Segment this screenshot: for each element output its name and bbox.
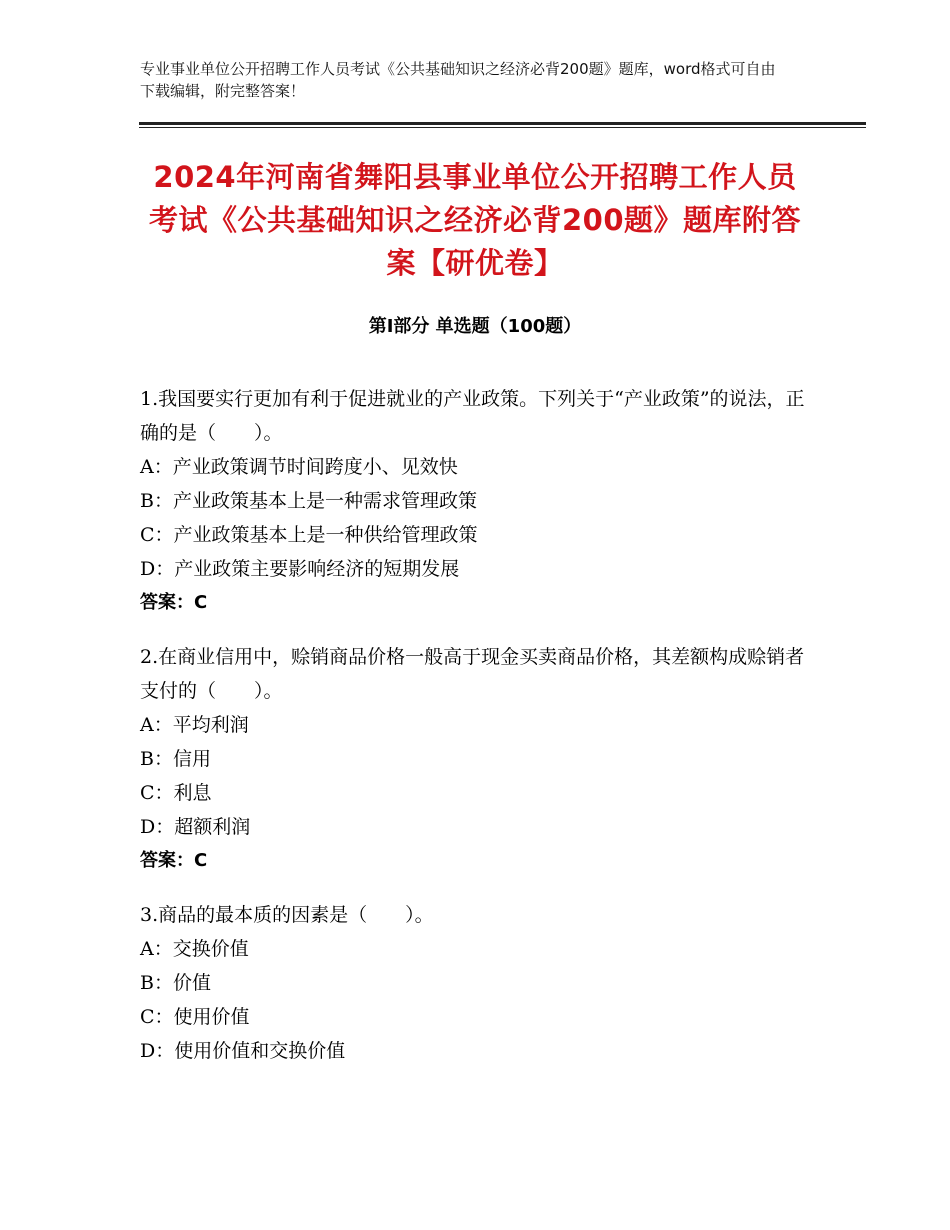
option-a: A：交换价值 [140, 938, 249, 960]
option-a: A：产业政策调节时间跨度小、见效快 [140, 456, 458, 478]
option-c: C：使用价值 [140, 1006, 250, 1028]
option-d: D：使用价值和交换价值 [140, 1040, 346, 1062]
option-d: D：超额利润 [140, 816, 251, 838]
header-divider-thin [139, 127, 866, 128]
header-note: 专业事业单位公开招聘工作人员考试《公共基础知识之经济必背200题》题库，word格式可自由下载编辑，附完整答案！ [140, 60, 776, 100]
option-d: D：产业政策主要影响经济的短期发展 [140, 558, 460, 580]
document-title: 2024年河南省舞阳县事业单位公开招聘工作人员考试《公共基础知识之经济必背200题》题库附答案【研优卷】 [148, 160, 802, 280]
question-stem: 1.我国要实行更加有利于促进就业的产业政策。下列关于“产业政策”的说法，正确的是（ ）。 [140, 388, 805, 444]
question-list [140, 382, 810, 1088]
question-3 [140, 898, 810, 1068]
section-heading: 第Ⅰ部分 单选题（100题） [368, 316, 582, 337]
question-answer: 答案：C [140, 850, 208, 871]
header-divider-thick [139, 122, 866, 125]
question-stem: 3.商品的最本质的因素是（ ）。 [140, 904, 434, 926]
question-answer: 答案：C [140, 592, 208, 613]
option-b: B：价值 [140, 972, 211, 994]
option-b: B：产业政策基本上是一种需求管理政策 [140, 490, 477, 512]
question-1 [140, 382, 810, 620]
option-c: C：产业政策基本上是一种供给管理政策 [140, 524, 478, 546]
option-b: B：信用 [140, 748, 211, 770]
question-stem: 2.在商业信用中，赊销商品价格一般高于现金买卖商品价格，其差额构成赊销者支付的（ ）。 [140, 646, 805, 702]
question-2 [140, 640, 810, 878]
option-c: C：利息 [140, 782, 212, 804]
option-a: A：平均利润 [140, 714, 249, 736]
